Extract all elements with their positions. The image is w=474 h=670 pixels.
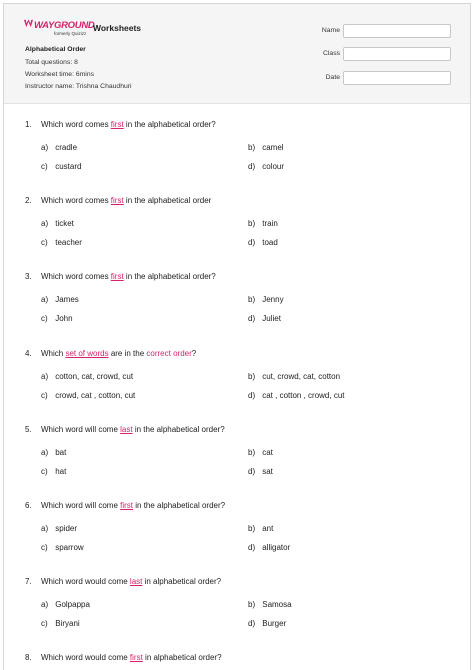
option-letter: c) (41, 238, 48, 247)
option-text: cat (262, 448, 273, 457)
question-text (41, 196, 211, 205)
wayground-logo-icon (24, 19, 33, 28)
option-text: sparrow (55, 543, 84, 552)
option-text: crowd, cat , cotton, cut (55, 391, 136, 400)
question-text-part: in the alphabetical order? (123, 272, 216, 281)
option-text: cat , cotton , crowd, cut (262, 391, 345, 400)
answer-option[interactable] (41, 295, 79, 304)
question-number: 5. (25, 425, 32, 434)
option-letter: c) (41, 162, 48, 171)
answer-option[interactable] (248, 391, 345, 400)
question-text-part: Which word will come (41, 425, 121, 434)
highlighted-keyword: first (129, 653, 143, 662)
answer-option[interactable] (248, 143, 284, 152)
answer-option[interactable] (41, 372, 133, 381)
option-letter: b) (248, 295, 256, 304)
question-text-part: Which word would come (41, 653, 130, 662)
question-text-part: Which (41, 349, 66, 358)
option-letter: c) (41, 314, 48, 323)
worksheet-time: Worksheet time: 6mins (25, 71, 94, 78)
question-number: 6. (25, 501, 32, 510)
question-text-part: in alphabetical order? (142, 577, 222, 586)
question-text-part: Which word comes (41, 120, 111, 129)
highlighted-keyword: first (110, 272, 124, 281)
question-text-part: in the alphabetical order? (132, 425, 225, 434)
option-text: ticket (55, 219, 74, 228)
option-text: Biryani (55, 619, 80, 628)
option-letter: a) (41, 143, 49, 152)
option-letter: d) (248, 162, 256, 171)
question-text (41, 120, 216, 129)
question-1 (4, 120, 470, 180)
option-letter: a) (41, 448, 49, 457)
highlighted-keyword: set of words (65, 349, 109, 358)
answer-option[interactable] (41, 448, 66, 457)
question-5 (4, 425, 470, 485)
highlighted-keyword: correct order (146, 349, 192, 358)
brand-title: Worksheets (93, 23, 142, 33)
answer-option[interactable] (248, 448, 273, 457)
highlighted-keyword: first (110, 120, 124, 129)
name-label: Name (321, 27, 340, 34)
option-text: James (55, 295, 79, 304)
answer-option[interactable] (41, 524, 77, 533)
option-text: Juliet (262, 314, 281, 323)
total-questions: Total questions: 8 (25, 59, 78, 66)
option-letter: d) (248, 543, 256, 552)
answer-option[interactable] (41, 162, 81, 171)
date-field[interactable] (343, 71, 451, 85)
worksheet-name: Alphabetical Order (25, 46, 86, 53)
question-7 (4, 577, 470, 637)
option-letter: a) (41, 372, 49, 381)
name-field[interactable] (343, 24, 451, 38)
question-text (41, 425, 225, 434)
question-number: 3. (25, 272, 32, 281)
answer-option[interactable] (248, 162, 284, 171)
option-text: sat (262, 467, 273, 476)
option-text: cotton, cat, crowd, cut (55, 372, 134, 381)
option-text: teacher (55, 238, 82, 247)
question-text-part: are in the (108, 349, 147, 358)
answer-option[interactable] (41, 219, 74, 228)
answer-option[interactable] (41, 467, 66, 476)
option-letter: b) (248, 372, 256, 381)
option-letter: b) (248, 524, 256, 533)
option-letter: c) (41, 391, 48, 400)
question-number: 7. (25, 577, 32, 586)
class-field[interactable] (343, 47, 451, 61)
highlighted-keyword: last (129, 577, 143, 586)
question-3 (4, 272, 470, 332)
answer-option[interactable] (41, 619, 80, 628)
worksheet-page (3, 3, 471, 670)
answer-option[interactable] (41, 543, 84, 552)
answer-option[interactable] (41, 143, 77, 152)
answer-option[interactable] (41, 238, 82, 247)
wayground-logo (24, 19, 95, 39)
option-text: hat (55, 467, 67, 476)
option-letter: b) (248, 448, 256, 457)
option-letter: d) (248, 467, 256, 476)
answer-option[interactable] (248, 314, 281, 323)
question-text (41, 501, 225, 510)
option-letter: a) (41, 600, 49, 609)
option-text: bat (55, 448, 67, 457)
highlighted-keyword: last (120, 425, 133, 434)
answer-option[interactable] (41, 314, 73, 323)
option-text: Golpappa (55, 600, 90, 609)
option-letter: d) (248, 314, 256, 323)
question-text (41, 577, 221, 586)
option-text: train (262, 219, 278, 228)
answer-option[interactable] (248, 619, 286, 628)
option-letter: b) (248, 143, 256, 152)
question-text-part: Which word comes (41, 272, 111, 281)
question-text-part: in the alphabetical order (123, 196, 212, 205)
highlighted-keyword: first (120, 501, 134, 510)
instructor-name: Instructor name: Trishna Chaudhuri (25, 83, 132, 90)
question-text (41, 272, 216, 281)
option-text: cut, crowd, cat, cotton (262, 372, 341, 381)
answer-option[interactable] (248, 219, 278, 228)
question-4 (4, 349, 470, 409)
answer-option[interactable] (248, 524, 273, 533)
question-text-part: in the alphabetical order? (123, 120, 216, 129)
worksheet-header (4, 4, 470, 104)
question-text-part: in the alphabetical order? (133, 501, 226, 510)
answer-option[interactable] (248, 372, 340, 381)
option-text: cradle (55, 143, 78, 152)
question-number: 8. (25, 653, 32, 662)
answer-option[interactable] (248, 467, 273, 476)
question-text-part: in alphabetical order? (142, 653, 222, 662)
answer-option[interactable] (41, 391, 135, 400)
question-2 (4, 196, 470, 256)
option-letter: b) (248, 600, 256, 609)
option-letter: d) (248, 238, 256, 247)
option-text: camel (262, 143, 284, 152)
question-number: 4. (25, 349, 32, 358)
option-text: Jenny (262, 295, 284, 304)
option-text: Samosa (262, 600, 292, 609)
question-text-part: Which word comes (41, 196, 111, 205)
option-text: spider (55, 524, 78, 533)
option-letter: a) (41, 219, 49, 228)
option-text: alligator (262, 543, 291, 552)
option-letter: c) (41, 619, 48, 628)
answer-option[interactable] (248, 600, 292, 609)
option-text: John (55, 314, 73, 323)
question-number: 2. (25, 196, 32, 205)
answer-option[interactable] (248, 543, 290, 552)
logo-text: WAYGROUND (34, 20, 95, 31)
option-text: custard (55, 162, 82, 171)
question-8 (4, 653, 470, 670)
option-text: colour (262, 162, 285, 171)
option-letter: c) (41, 467, 48, 476)
question-text (41, 653, 222, 662)
question-text (41, 349, 196, 358)
question-number: 1. (25, 120, 32, 129)
option-letter: a) (41, 295, 49, 304)
answer-option[interactable] (248, 238, 278, 247)
option-letter: d) (248, 619, 256, 628)
class-label: Class (323, 50, 340, 57)
question-text-part: ? (191, 349, 197, 358)
option-text: toad (262, 238, 278, 247)
question-text-part: Which word will come (41, 501, 121, 510)
highlighted-keyword: first (110, 196, 124, 205)
date-label: Date (325, 74, 340, 81)
option-letter: c) (41, 543, 48, 552)
option-text: ant (262, 524, 274, 533)
option-text: Burger (262, 619, 287, 628)
option-letter: d) (248, 391, 256, 400)
answer-option[interactable] (41, 600, 90, 609)
question-text-part: Which word would come (41, 577, 130, 586)
answer-option[interactable] (248, 295, 284, 304)
option-letter: b) (248, 219, 256, 228)
logo-subtext: formerly Quizizz (54, 31, 87, 36)
option-letter: a) (41, 524, 49, 533)
question-6 (4, 501, 470, 561)
